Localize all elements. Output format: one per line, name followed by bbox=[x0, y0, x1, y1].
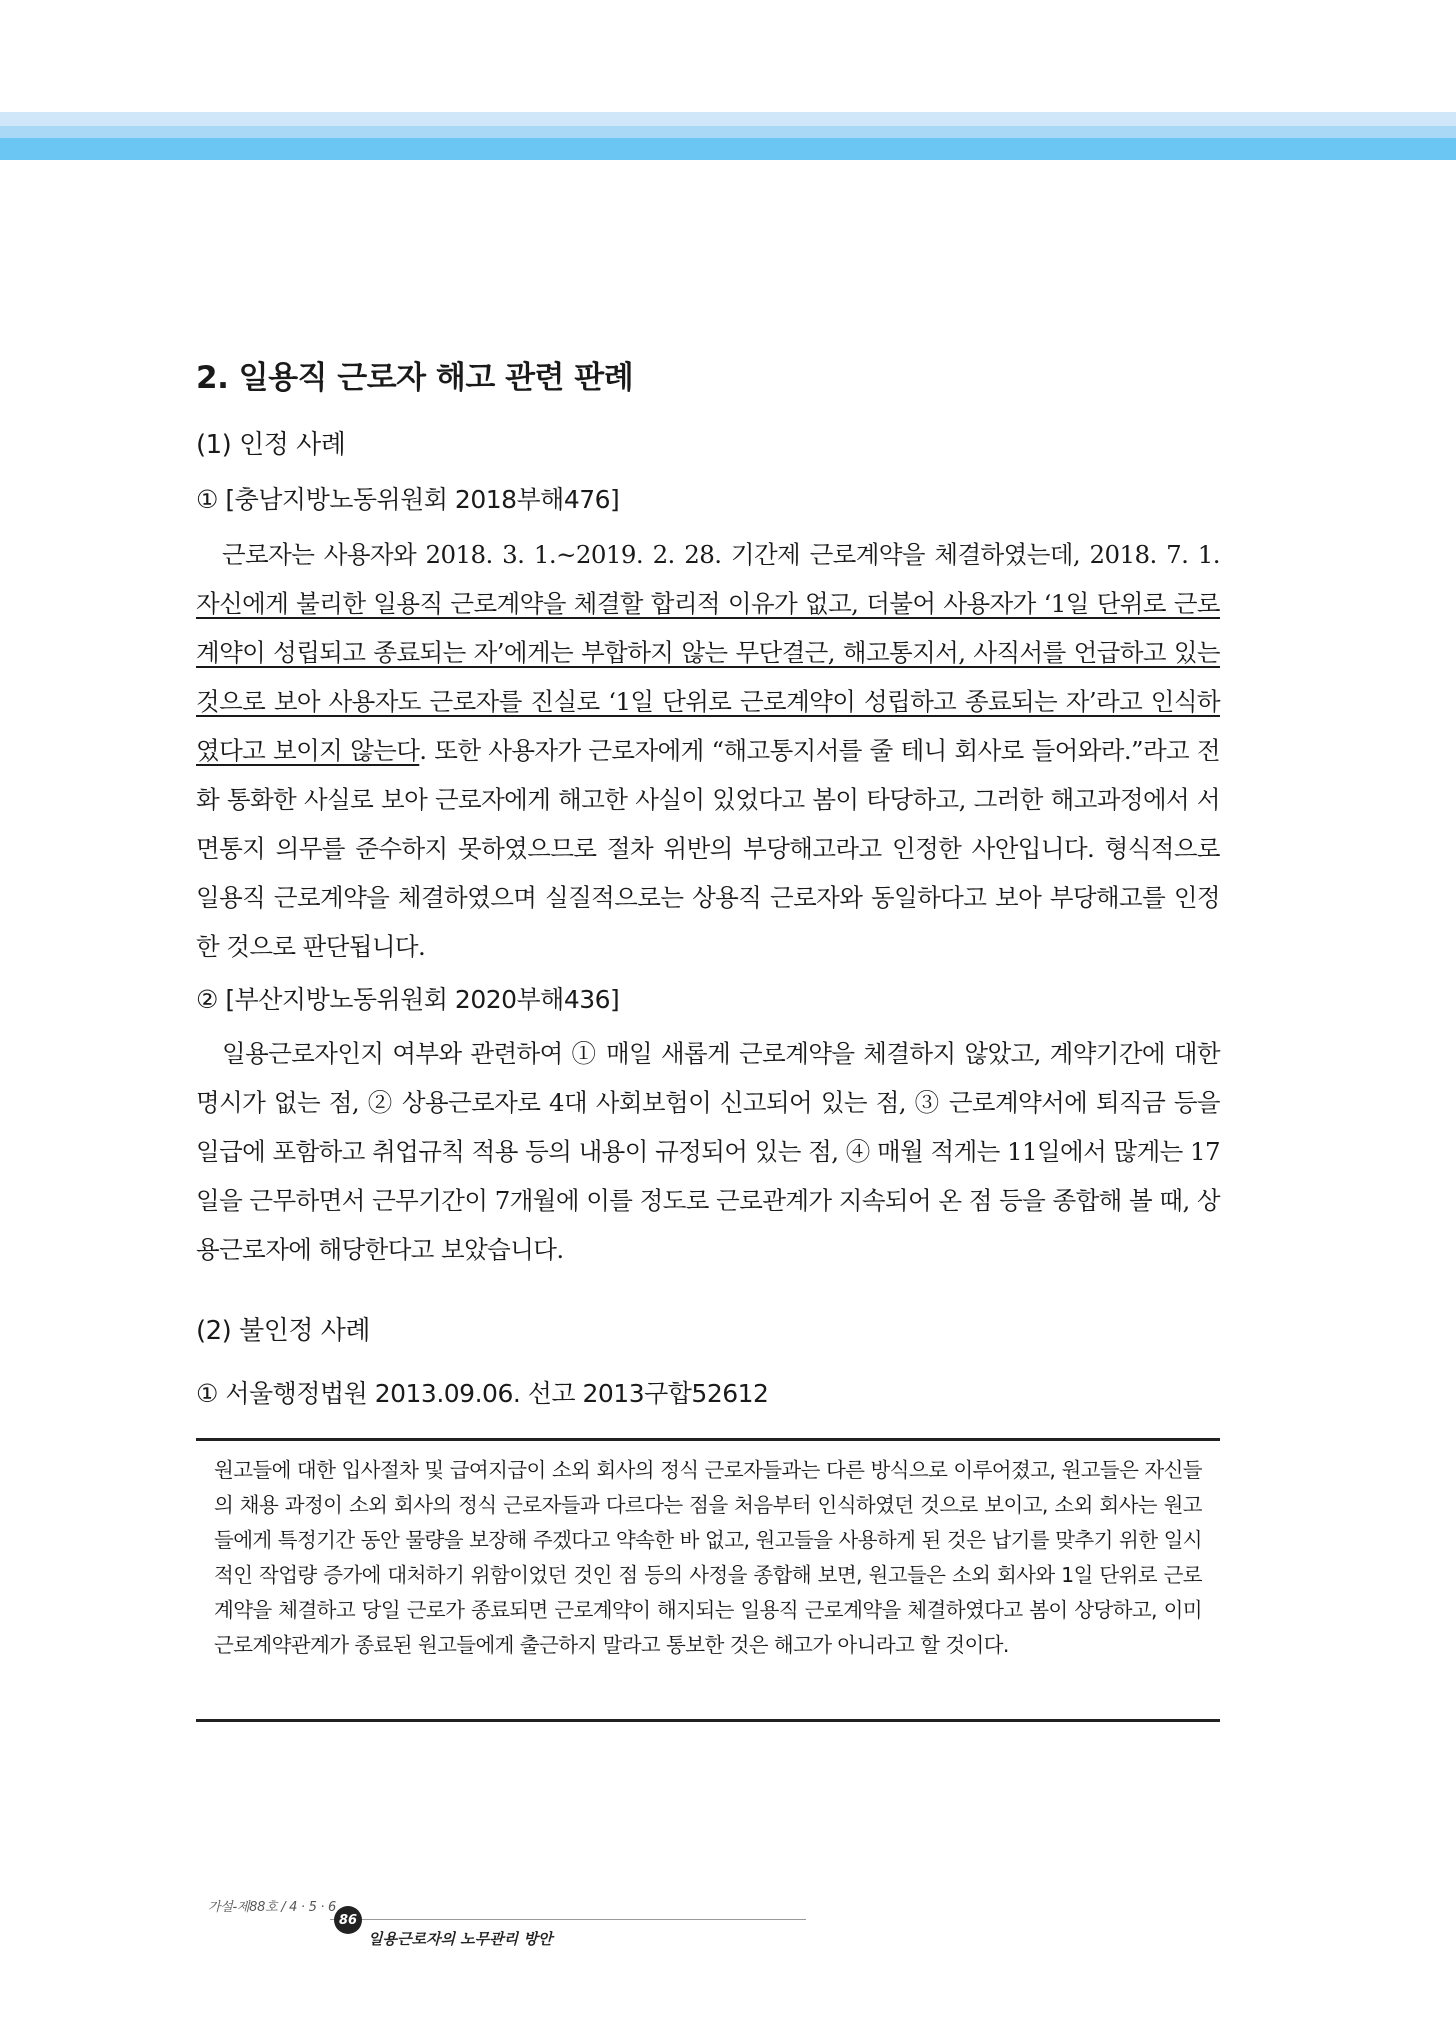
header-band-light bbox=[0, 112, 1456, 126]
case1-heading: ① [충남지방노동위원회 2018부해476] bbox=[196, 485, 620, 514]
quote-box bbox=[196, 1438, 1220, 1722]
footer-divider bbox=[330, 1919, 806, 1920]
case1-paragraph bbox=[196, 530, 1220, 971]
case2-heading: ② [부산지방노동위원회 2020부해436] bbox=[196, 985, 620, 1014]
quote-text: 원고들에 대한 입사절차 및 급여지급이 소외 회사의 정식 근로자들과는 다른 방식으로 이루어졌고, 원고들은 자신들의 채용 과정이 소외 회사의 정식 근로자들과 다르다는 점을 처음부터 인식하였던 것으로 보이고, 소외 회사는 원고들에게 특정기간 동안 물량을 보장해 주겠다고 약속한 바 없고, 원고들을 사용하게 된 것은 납기를 맞추기 위한 일시적인 작업량 증가에 대처하기 위함이었던 것인 점 등의 사정을 종합해 보면, 원고들은 소외 회사와 1일 단위로 근로계약을 체결하고 당일 근로가 종료되면 근로계약이 해지되는 일용직 근로계약을 체결하였다고 봄이 상당하고, 이미 근로계약관계가 종료된 원고들에게 출근하지 말라고 통보한 것은 해고가 아니라고 할 것이다. bbox=[214, 1458, 1202, 1657]
case1-text-b: . 또한 사용자가 근로자에게 “해고통지서를 줄 테니 회사로 들어와라.”라고 전화 통화한 사실로 보아 근로자에게 해고한 사실이 있었다고 봄이 타당하고, 그러한 해고과정에서 서면통지 의무를 준수하지 못하였으므로 절차 위반의 부당해고라고 인정한 사안입니다. 형식적으로 일용직 근로계약을 체결하였으며 실질적으로는 상용직 근로자와 동일하다고 보아 부당해고를 인정한 것으로 판단됩니다. bbox=[196, 736, 1220, 961]
case2-paragraph: 일용근로자인지 여부와 관련하여 ① 매일 새롭게 근로계약을 체결하지 않았고, 계약기간에 대한 명시가 없는 점, ② 상용근로자로 4대 사회보험이 신고되어 있는 점, ③ 근로계약서에 퇴직금 등을 일급에 포함하고 취업규칙 적용 등의 내용이 규정되어 있는 점, ④ 매월 적게는 11일에서 많게는 17일을 근무하면서 근무기간이 7개월에 이를 정도로 근로관계가 지속되어 온 점 등을 종합해 볼 때, 상용근로자에 해당한다고 보았습니다. bbox=[196, 1039, 1220, 1264]
section-title: 2. 일용직 근로자 해고 관련 판례 bbox=[196, 360, 634, 396]
case1-text-a: 근로자는 사용자와 2018. 3. 1.~2019. 2. 28. 기간제 근로계약을 체결하였는데, 2018. 7. 1. bbox=[222, 540, 1220, 569]
court-case-heading: ① 서울행정법원 2013.09.06. 선고 2013구합52612 bbox=[196, 1379, 769, 1408]
footer-title: 일용근로자의 노무관리 방안 bbox=[368, 1930, 553, 1948]
header-band-dark bbox=[0, 138, 1456, 160]
footer-issue: 가설-제88호 / 4 · 5 · 6 bbox=[208, 1900, 337, 1915]
case1-text-underlined: 자신에게 불리한 일용직 근로계약을 체결할 합리적 이유가 없고, 더불어 사용자가 ‘1일 단위로 근로계약이 성립되고 종료되는 자’에게는 부합하지 않는 무단결근, 해고통지서, 사직서를 언급하고 있는 것으로 보아 사용자도 근로자를 진실로 ‘1일 단위로 근로계약이 성립하고 종료되는 자’라고 인식하였다고 보이지 않는다 bbox=[196, 589, 1220, 765]
header-band-mid bbox=[0, 126, 1456, 138]
page-number: 86 bbox=[334, 1906, 362, 1934]
not-recognized-heading: (2) 불인정 사례 bbox=[196, 1316, 370, 1346]
recognized-heading: (1) 인정 사례 bbox=[196, 430, 346, 460]
